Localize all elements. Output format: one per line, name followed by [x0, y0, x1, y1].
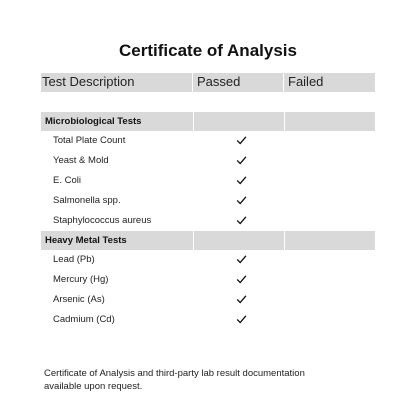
section-passed-cell	[193, 112, 284, 131]
checkmark-icon	[236, 254, 247, 265]
footnote: Certificate of Analysis and third-party lab result documentation available upon request.	[44, 368, 305, 392]
test-name: Lead (Pb)	[53, 254, 95, 265]
table-row	[41, 270, 375, 290]
failed-cell	[284, 310, 375, 330]
passed-cell	[193, 171, 284, 191]
test-description-cell	[41, 270, 193, 290]
failed-cell	[284, 191, 375, 211]
passed-cell	[193, 131, 284, 151]
section-name: Microbiological Tests	[45, 116, 142, 127]
table-row	[41, 310, 375, 330]
header-cell-passed	[193, 73, 284, 92]
test-description-cell	[41, 191, 193, 211]
failed-cell	[284, 171, 375, 191]
section-failed-cell	[284, 231, 375, 250]
header-cell-failed	[284, 73, 375, 92]
header-cell-description	[41, 73, 193, 92]
test-description-cell	[41, 151, 193, 171]
checkmark-icon	[236, 155, 247, 166]
test-name: Mercury (Hg)	[53, 274, 109, 285]
passed-cell	[193, 250, 284, 270]
table-row	[41, 250, 375, 270]
section-name: Heavy Metal Tests	[45, 235, 127, 246]
section-header-row	[41, 231, 375, 250]
failed-cell	[284, 270, 375, 290]
test-name: Arsenic (As)	[53, 294, 105, 305]
certificate-title: Certificate of Analysis	[119, 41, 297, 60]
test-name: Yeast & Mold	[53, 155, 109, 166]
test-name: Staphylococcus aureus	[53, 215, 152, 226]
passed-cell	[193, 290, 284, 310]
passed-cell	[193, 211, 284, 231]
failed-cell	[284, 250, 375, 270]
checkmark-icon	[236, 314, 247, 325]
passed-cell	[193, 270, 284, 290]
checkmark-icon	[236, 294, 247, 305]
failed-cell	[284, 131, 375, 151]
test-name: Cadmium (Cd)	[53, 314, 115, 325]
table-row	[41, 151, 375, 171]
table-row	[41, 290, 375, 310]
failed-cell	[284, 290, 375, 310]
header-label: Test Description	[42, 74, 135, 89]
passed-cell	[193, 151, 284, 171]
section-failed-cell	[284, 112, 375, 131]
test-description-cell	[41, 131, 193, 151]
header-label: Failed	[288, 74, 324, 89]
failed-cell	[284, 151, 375, 171]
table-row	[41, 191, 375, 211]
checkmark-icon	[236, 274, 247, 285]
header-label: Passed	[197, 74, 241, 89]
checkmark-icon	[236, 215, 247, 226]
passed-cell	[193, 310, 284, 330]
test-description-cell	[41, 290, 193, 310]
test-name: Salmonella spp.	[53, 195, 121, 206]
analysis-table	[41, 73, 375, 330]
table-row	[41, 171, 375, 191]
table-spacer	[41, 92, 375, 112]
test-name: E. Coli	[53, 175, 81, 186]
checkmark-icon	[236, 135, 247, 146]
test-name: Total Plate Count	[53, 135, 126, 146]
test-description-cell	[41, 250, 193, 270]
section-name-cell	[41, 231, 193, 250]
checkmark-icon	[236, 195, 247, 206]
table-row	[41, 211, 375, 231]
section-header-row	[41, 112, 375, 131]
checkmark-icon	[236, 175, 247, 186]
passed-cell	[193, 191, 284, 211]
section-name-cell	[41, 112, 193, 131]
table-row	[41, 131, 375, 151]
section-passed-cell	[193, 231, 284, 250]
test-description-cell	[41, 211, 193, 231]
test-description-cell	[41, 171, 193, 191]
table-body	[41, 112, 375, 330]
table-header	[41, 73, 375, 92]
failed-cell	[284, 211, 375, 231]
test-description-cell	[41, 310, 193, 330]
